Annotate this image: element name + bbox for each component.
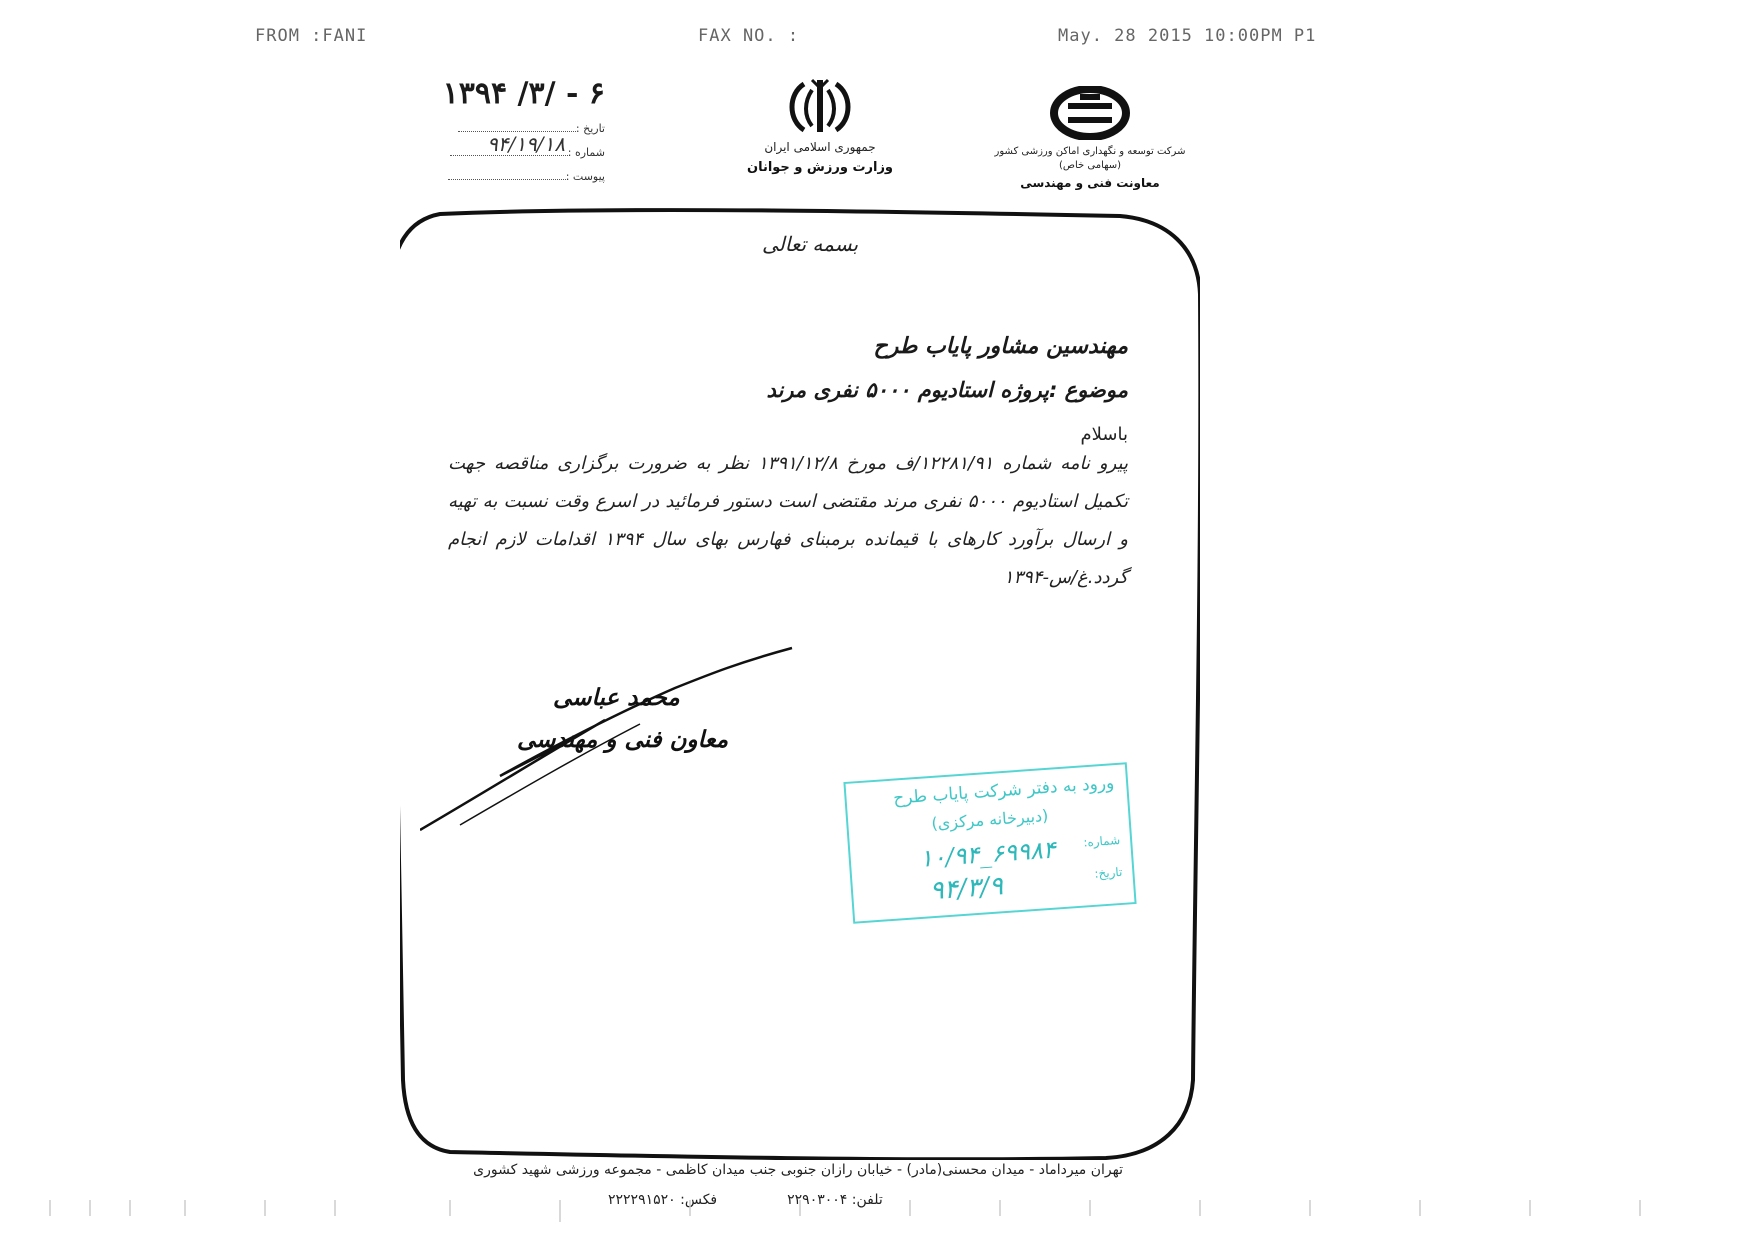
handwritten-number: ۹۴/۱۹/۱۸ — [487, 132, 565, 156]
stamp-subtitle: (دبیرخانه مرکزی) — [930, 805, 1049, 834]
company-type: (سهامی خاص) — [1058, 160, 1122, 171]
recipient: مهندسین مشاور پایاب طرح — [873, 334, 1128, 359]
emblem-of-iran-icon — [786, 78, 854, 136]
stamp-number-label: شماره: — [1082, 832, 1121, 850]
handwritten-date: ۱۳۹۴ /۳/ - ۶ — [442, 76, 605, 111]
ministry-name: وزارت ورزش و جوانان — [746, 160, 894, 175]
company-logo-icon — [1050, 86, 1130, 140]
stamp-date: ۹۴/۳/۹ — [928, 871, 1005, 907]
footer-tel: تلفن: ۲۲۹۰۳۰۰۴ — [787, 1192, 883, 1208]
signer-title: معاون فنی و مهندسی — [517, 727, 729, 753]
company-department: معاونت فنی و مهندسی — [1020, 176, 1160, 190]
number-label: شماره : — [567, 146, 605, 159]
fax-number: FAX NO. : — [698, 26, 800, 46]
body-reference-number: ۱۲۲۸۱/۹۱/ف — [894, 453, 994, 474]
subject: موضوع :پروژه استادیوم ۵۰۰۰ نفری مرند — [766, 378, 1128, 402]
footer-address: تهران میرداماد - میدان محسنی(مادر) - خیابان رازان جنوبی جنب میدان کاظمی - مجموعه ورزشی شهید کشوری — [473, 1162, 1123, 1178]
date-label: تاریخ : — [575, 122, 605, 135]
signer-name: محمد عباسی — [553, 685, 680, 711]
invocation: بسمه تعالی — [762, 232, 859, 256]
body-part-1: پیرو نامه شماره — [993, 453, 1128, 474]
fax-datetime: May. 28 2015 10:00PM P1 — [1058, 26, 1317, 46]
stamp-date-label: تاریخ: — [1093, 864, 1123, 881]
country-name: جمهوری اسلامی ایران — [764, 140, 876, 154]
letter-body — [448, 445, 1128, 597]
received-stamp — [843, 762, 1136, 923]
signature-block — [420, 640, 820, 840]
greeting: باسلام — [1080, 424, 1128, 445]
letter-meta — [405, 70, 605, 190]
handwritten-signature — [420, 640, 820, 840]
company-name: شرکت توسعه و نگهداری اماکن ورزشی کشور — [994, 146, 1186, 157]
company-header — [990, 86, 1190, 206]
fax-from: FROM :FANI — [255, 26, 368, 46]
stamp-title: ورود به دفتر شرکت پایاب طرح — [892, 773, 1115, 809]
fax-scan-marks — [0, 1200, 1753, 1224]
attachment-label: پیوست : — [565, 170, 605, 183]
footer-fax: فکس: ۲۲۲۲۹۱۵۲۰ — [608, 1192, 718, 1208]
stamp-number: ۱۰/۹۴_۶۹۹۸۴ — [918, 835, 1057, 873]
attachment-field — [444, 170, 605, 183]
fax-header — [0, 26, 1753, 50]
body-part-2: مورخ ۱۳۹۱/۱۲/۸ نظر به ضرورت برگزاری مناقصه جهت تکمیل استادیوم ۵۰۰۰ نفری مرند مقتضی است دستور فرمائید در اسرع وقت نسبت به تهیه و ارسال برآورد کارهای با قیمانده برمبنای فهارس بهای سال ۱۳۹۴ اقدامات لازم انجام گردد.غ/س-۱۳۹۴ — [448, 453, 1128, 588]
ministry-header — [745, 78, 895, 190]
